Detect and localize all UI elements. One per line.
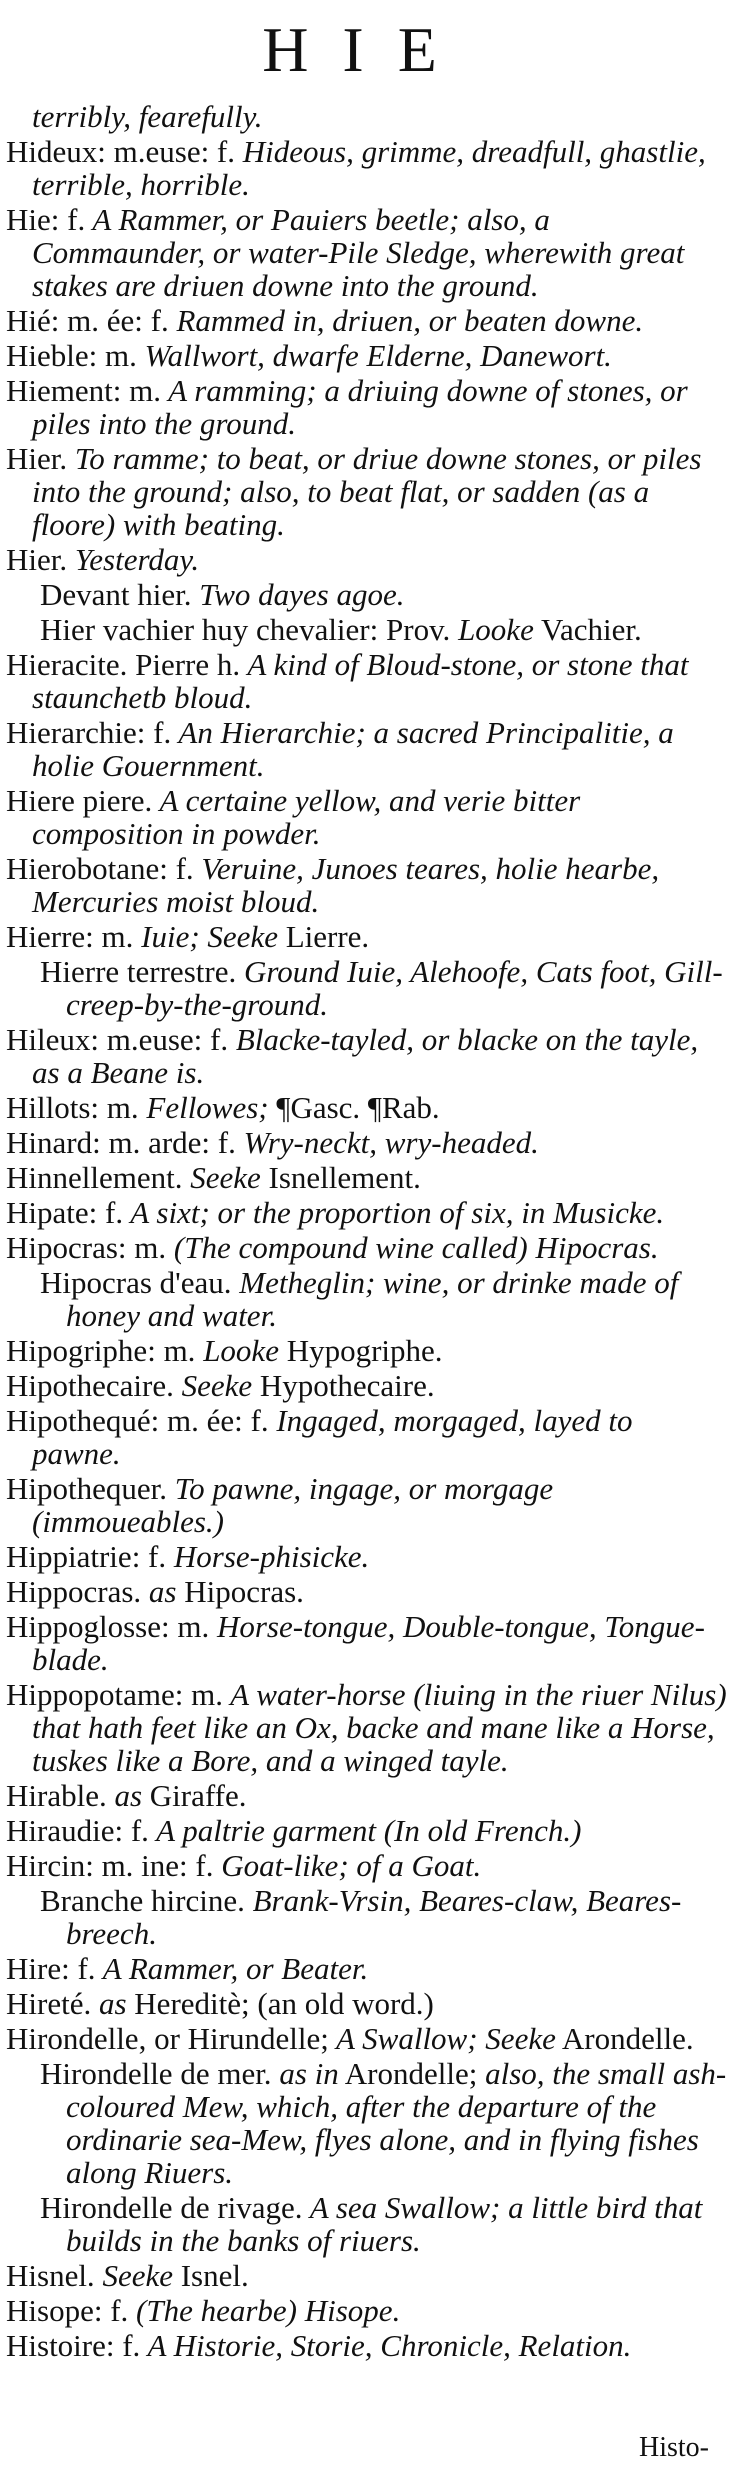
page-header bbox=[0, 6, 733, 94]
headword: Hippiatrie bbox=[6, 1539, 132, 1574]
headword: Hipothequé bbox=[6, 1403, 151, 1438]
headword: Hideux bbox=[6, 134, 98, 169]
sub-entry bbox=[6, 613, 727, 646]
headword: Hisnel. bbox=[6, 2258, 95, 2293]
grammar-note: : m. bbox=[85, 919, 134, 954]
cross-reference: Lierre. bbox=[277, 919, 370, 954]
grammar-note: : m. bbox=[112, 373, 161, 408]
definition: A Historie, Storie, Chronicle, Relation. bbox=[140, 2328, 632, 2363]
definition: Rammed in, driuen, or beaten downe. bbox=[168, 303, 644, 338]
headword: Histoire bbox=[6, 2328, 106, 2363]
definition: Hideous, grimme, dreadfull, ghastlie, terrible, horrible. bbox=[32, 134, 706, 202]
grammar-note: : m. ée: f. bbox=[50, 303, 169, 338]
headword: Hinard bbox=[6, 1125, 93, 1160]
headword: Hillots bbox=[6, 1090, 91, 1125]
dictionary-entry bbox=[6, 648, 727, 714]
dictionary-entry bbox=[6, 203, 727, 302]
definition: Seeke bbox=[173, 1368, 253, 1403]
headword: Hieracite. bbox=[6, 647, 128, 682]
definition: Two dayes agoe. bbox=[191, 577, 405, 612]
definition: A kind of Bloud-stone, or stone that staunchetb bloud. bbox=[32, 647, 689, 715]
sub-entry bbox=[6, 1266, 727, 1332]
definition: Wry-neckt, wry-headed. bbox=[235, 1125, 539, 1160]
headword: Hier vachier huy chevalier bbox=[40, 612, 370, 647]
sub-entry bbox=[6, 2191, 727, 2257]
dictionary-entry bbox=[6, 1231, 727, 1264]
grammar-note: : f. bbox=[61, 1951, 96, 1986]
grammar-note: : m. bbox=[117, 1230, 167, 1265]
cross-reference: Hypogriphe. bbox=[278, 1333, 443, 1368]
cross-reference: Isnel. bbox=[172, 2258, 249, 2293]
definition: Goat-like; of a Goat. bbox=[213, 1848, 482, 1883]
definition: A sixt; or the proportion of six, in Musicke. bbox=[123, 1195, 665, 1230]
sub-entry bbox=[6, 2057, 727, 2189]
definition: A ramming; a driuing downe of stones, or piles into the ground. bbox=[32, 373, 688, 441]
dictionary-entry bbox=[6, 1779, 727, 1812]
catchword: Histo- bbox=[639, 2432, 709, 2463]
headword: Branche hircine. bbox=[40, 1883, 245, 1918]
cross-reference: Giraffe. bbox=[142, 1778, 247, 1813]
headword: Hire bbox=[6, 1951, 62, 1986]
grammar-note: : m. bbox=[90, 1090, 139, 1125]
dictionary-entry bbox=[6, 1023, 727, 1089]
definition: (The compound wine called) Hipocras. bbox=[166, 1230, 659, 1265]
definition: as bbox=[106, 1778, 143, 1813]
headword: Hieble bbox=[6, 338, 89, 373]
headword: Hirable. bbox=[6, 1778, 107, 1813]
dictionary-entry bbox=[6, 2259, 727, 2292]
headword: Hipothequer. bbox=[6, 1471, 167, 1506]
grammar-note: Pierre h. bbox=[127, 647, 241, 682]
dictionary-entry bbox=[6, 920, 727, 953]
dictionary-entry bbox=[6, 1404, 727, 1470]
headword: Hippoglosse bbox=[6, 1609, 161, 1644]
headword: Hircin bbox=[6, 1848, 86, 1883]
headword: Hippopotame bbox=[6, 1677, 175, 1712]
headword: Hierre terrestre. bbox=[40, 954, 237, 989]
headword: Hipocras d'eau. bbox=[40, 1265, 232, 1300]
running-head: HIE bbox=[262, 14, 471, 85]
definition: Seeke bbox=[94, 2258, 173, 2293]
grammar-note: : m.euse: f. bbox=[97, 134, 236, 169]
definition: Blacke-tayled, or blacke on the tayle, as a Beane is. bbox=[32, 1022, 699, 1090]
dictionary-entry bbox=[6, 2294, 727, 2327]
headword: Hier. bbox=[6, 441, 68, 476]
dictionary-entry bbox=[6, 2329, 727, 2362]
headword: Hier. bbox=[6, 542, 68, 577]
grammar-note: : Prov. bbox=[369, 612, 451, 647]
dictionary-entry bbox=[6, 1987, 727, 2020]
dictionary-column bbox=[0, 100, 733, 2364]
definition: A Rammer, or Pauiers beetle; also, a Commaunder, or water-Pile Sledge, wherewith great stakes are driuen downe into the ground. bbox=[32, 202, 685, 303]
grammar-note: : m. arde: f. bbox=[92, 1125, 236, 1160]
grammar-note: : m. ine: f. bbox=[85, 1848, 214, 1883]
definition: Ingaged, morgaged, layed to pawne. bbox=[32, 1403, 633, 1471]
dictionary-entry bbox=[6, 1369, 727, 1402]
grammar-note: : m. ée: f. bbox=[150, 1403, 269, 1438]
dictionary-entry bbox=[6, 716, 727, 782]
grammar-note: : f. bbox=[136, 715, 172, 750]
dictionary-entry bbox=[6, 1472, 727, 1538]
definition-continued: also, the small ash-coloured Mew, which, after the departure of the ordinarie sea-Mew, flyes alone, and in flying fishes along Riuers. bbox=[66, 2056, 727, 2190]
definition: as bbox=[141, 1574, 177, 1609]
dictionary-entry bbox=[6, 1540, 727, 1573]
dictionary-entry bbox=[6, 1610, 727, 1676]
dictionary-entry bbox=[6, 1678, 727, 1777]
grammar-note: : m.euse: f. bbox=[90, 1022, 229, 1057]
headword: Hipate bbox=[6, 1195, 89, 1230]
dictionary-entry bbox=[6, 1814, 727, 1847]
dictionary-entry bbox=[6, 1126, 727, 1159]
grammar-note: : f. bbox=[159, 851, 194, 886]
grammar-note: : m. bbox=[174, 1677, 223, 1712]
grammar-note: : f. bbox=[114, 1813, 149, 1848]
dictionary-entry bbox=[6, 543, 727, 576]
headword: Hierarchie bbox=[6, 715, 137, 750]
headword: Hierobotane bbox=[6, 851, 160, 886]
dictionary-entry bbox=[6, 374, 727, 440]
definition: Iuie; Seeke bbox=[133, 919, 278, 954]
cross-reference: Hipocras. bbox=[176, 1574, 304, 1609]
grammar-note: : f. bbox=[93, 2293, 129, 2328]
dictionary-entry bbox=[6, 1161, 727, 1194]
definition: Veruine, Junoes teares, holie hearbe, Mercuries moist bloud. bbox=[32, 851, 660, 919]
dictionary-entry bbox=[6, 1575, 727, 1608]
grammar-note: : f. bbox=[88, 1195, 124, 1230]
headword: Hippocras. bbox=[6, 1574, 142, 1609]
headword: Hisope bbox=[6, 2293, 94, 2328]
dictionary-entry bbox=[6, 784, 727, 850]
dictionary-entry bbox=[6, 1849, 727, 1882]
definition: Horse-phisicke. bbox=[166, 1539, 370, 1574]
headword: Hie bbox=[6, 202, 51, 237]
headword: Devant hier. bbox=[40, 577, 192, 612]
headword: Hirondelle, or Hirundelle bbox=[6, 2021, 321, 2056]
dictionary-entry bbox=[6, 135, 727, 201]
cross-reference: Isnellement. bbox=[260, 1160, 421, 1195]
cross-reference: Arondelle; bbox=[338, 2056, 478, 2091]
headword: Hiere piere. bbox=[6, 783, 153, 818]
definition: To ramme; to beat, or driue downe stones, or piles into the ground; also, to beat flat, or sadden (as a floore) with beating. bbox=[32, 441, 702, 542]
dictionary-entry bbox=[6, 1952, 727, 1985]
definition: terribly, fearefully. bbox=[32, 99, 263, 134]
cross-reference: Hereditè; (an old word.) bbox=[126, 1986, 434, 2021]
dictionary-entry bbox=[6, 1091, 727, 1124]
dictionary-entry bbox=[6, 1334, 727, 1367]
dictionary-entry bbox=[6, 2022, 727, 2055]
headword: Hirondelle de mer. bbox=[40, 2056, 272, 2091]
definition: Looke bbox=[195, 1333, 279, 1368]
definition: An Hierarchie; a sacred Principalitie, a holie Gouernment. bbox=[32, 715, 674, 783]
headword: Hiraudie bbox=[6, 1813, 115, 1848]
definition: Looke bbox=[450, 612, 534, 647]
dictionary-entry bbox=[6, 1196, 727, 1229]
definition: A certaine yellow, and verie bitter composition in powder. bbox=[32, 783, 581, 851]
sub-entry bbox=[6, 955, 727, 1021]
grammar-note: : m. bbox=[147, 1333, 196, 1368]
grammar-note: : f. bbox=[105, 2328, 141, 2363]
headword: Hipothecaire. bbox=[6, 1368, 174, 1403]
grammar-note: : m. bbox=[88, 338, 137, 373]
cross-reference: Vachier. bbox=[533, 612, 642, 647]
grammar-note: : f. bbox=[131, 1539, 167, 1574]
definition: Metheglin; wine, or drinke made of honey and water. bbox=[66, 1265, 679, 1333]
definition: A Swallow; Seeke bbox=[328, 2021, 556, 2056]
definition: To pawne, ingage, or morgage (immoueables.) bbox=[32, 1471, 554, 1539]
definition: Yesterday. bbox=[67, 542, 200, 577]
headword: Hileux bbox=[6, 1022, 91, 1057]
headword: Hipogriphe bbox=[6, 1333, 148, 1368]
dictionary-entry bbox=[6, 304, 727, 337]
headword: Hireté. bbox=[6, 1986, 92, 2021]
sub-entry bbox=[6, 1884, 727, 1950]
headword: Hinnellement. bbox=[6, 1160, 183, 1195]
definition: Horse-tongue, Double-tongue, Tongue-blade. bbox=[32, 1609, 705, 1677]
sub-entry bbox=[6, 578, 727, 611]
dictionary-entry bbox=[6, 100, 727, 133]
cross-reference: ¶Gasc. ¶Rab. bbox=[268, 1090, 440, 1125]
headword: Hiement bbox=[6, 373, 113, 408]
grammar-note: ; bbox=[320, 2021, 329, 2056]
definition: Fellowes; bbox=[138, 1090, 269, 1125]
grammar-note: : m. bbox=[161, 1609, 210, 1644]
dictionary-entry bbox=[6, 339, 727, 372]
definition: as in bbox=[271, 2056, 339, 2091]
cross-reference: Arondelle. bbox=[555, 2021, 694, 2056]
definition: Seeke bbox=[182, 1160, 261, 1195]
dictionary-entry bbox=[6, 442, 727, 541]
definition: A sea Swallow; a little bird that builds in the banks of riuers. bbox=[66, 2190, 703, 2258]
headword: Hirondelle de rivage. bbox=[40, 2190, 303, 2225]
headword: Hierre bbox=[6, 919, 86, 954]
definition: Brank-Vrsin, Beares-claw, Beares-breech. bbox=[66, 1883, 682, 1951]
definition: A Rammer, or Beater. bbox=[95, 1951, 369, 1986]
headword: Hipocras bbox=[6, 1230, 118, 1265]
definition: Ground Iuie, Alehoofe, Cats foot, Gill-creep-by-the-ground. bbox=[66, 954, 723, 1022]
dictionary-entry bbox=[6, 852, 727, 918]
definition: A water-horse (liuing in the riuer Nilus) that hath feet like an Ox, backe and mane like a Horse, tuskes like a Bore, and a winged tayle. bbox=[32, 1677, 727, 1778]
definition: (The hearbe) Hisope. bbox=[128, 2293, 401, 2328]
cross-reference: Hypothecaire. bbox=[252, 1368, 435, 1403]
definition: as bbox=[91, 1986, 127, 2021]
headword: Hié bbox=[6, 303, 51, 338]
grammar-note: : f. bbox=[50, 202, 86, 237]
definition: Wallwort, dwarfe Elderne, Danewort. bbox=[136, 338, 612, 373]
definition: A paltrie garment (In old French.) bbox=[148, 1813, 582, 1848]
